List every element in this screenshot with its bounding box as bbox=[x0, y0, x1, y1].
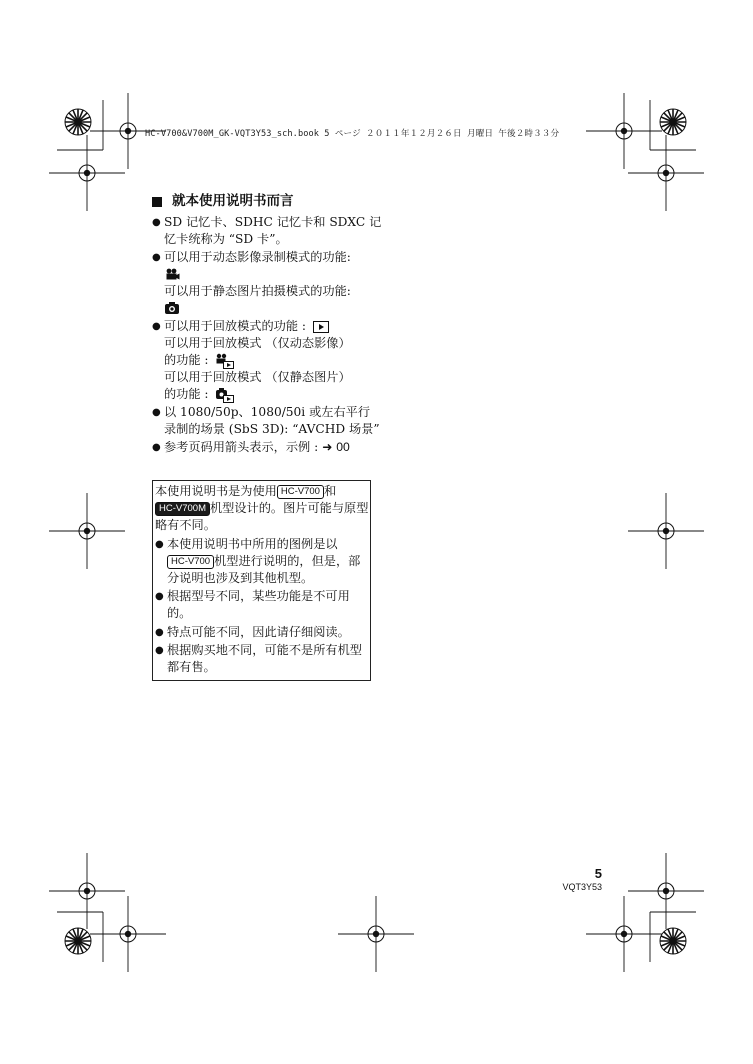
page-reference-text: 参考页码用箭头表示，示例 : bbox=[164, 440, 319, 454]
function-label: 的功能 : bbox=[164, 353, 209, 367]
still-picture-mode-text: 可以用于静态图片拍摄模式的功能: bbox=[164, 284, 351, 298]
note-intro: 本使用说明书是为使用 HC-V700 和 HC-V700M 机型设计的。图片可能与原型略有不同。 bbox=[155, 484, 369, 533]
page-number: 5 bbox=[594, 866, 602, 881]
page-reference-number: 00 bbox=[336, 440, 350, 454]
playback-still-only-text: 可以用于回放模式 （仅静态图片） bbox=[164, 370, 351, 384]
crosshair-mark bbox=[49, 135, 125, 211]
crosshair-mark bbox=[338, 896, 414, 972]
crosshair-mark bbox=[628, 493, 704, 569]
bullet-icon: ● bbox=[155, 538, 164, 550]
crosshair-mark bbox=[49, 853, 125, 929]
model-tag-v700: HC-V700 bbox=[167, 555, 214, 569]
note-item: ● 根据型号不同，某些功能是不可用的。 bbox=[155, 588, 369, 622]
crosshair-mark bbox=[586, 896, 662, 972]
bullet-icon: ● bbox=[152, 407, 161, 418]
square-bullet-icon bbox=[152, 197, 162, 207]
model-code: VQT3Y53 bbox=[562, 882, 602, 892]
print-info-header: HC-V700&V700M_GK-VQT3Y53_sch.book 5 ページ ２０１１年１２月２６日 月曜日 午後２時３３分 bbox=[145, 129, 560, 139]
bullet-icon: ● bbox=[152, 442, 161, 453]
list-item bbox=[152, 318, 382, 403]
motion-playback-icon bbox=[215, 353, 235, 369]
main-content bbox=[152, 193, 382, 456]
playback-mode-text: 可以用于回放模式的功能 : bbox=[164, 319, 307, 333]
note-item: ● 根据购买地不同，可能不是所有机型都有售。 bbox=[155, 642, 369, 676]
video-camera-icon bbox=[164, 267, 180, 281]
note-item: ● 本使用说明书中所用的图例是以HC-V700 机型进行说明的，但是，部分说明也涉及到其他机型。 bbox=[155, 536, 369, 588]
arrow-icon: ➜ bbox=[322, 440, 333, 454]
still-playback-icon bbox=[215, 387, 235, 403]
bullet-icon: ● bbox=[152, 217, 161, 228]
list-item-text: 以 1080/50p、1080/50i 或左右平行录制的场景 (SbS 3D): “AVCHD 场景” bbox=[164, 405, 380, 436]
sunburst-mark-bottom-right bbox=[660, 928, 686, 954]
model-tag-v700: HC-V700 bbox=[277, 485, 324, 499]
bullet-icon: ● bbox=[155, 644, 164, 656]
model-tag-v700m: HC-V700M bbox=[155, 502, 210, 516]
playback-icon bbox=[313, 321, 329, 333]
sunburst-mark-bottom-left bbox=[65, 928, 91, 954]
bullet-icon: ● bbox=[155, 626, 164, 638]
function-label: 的功能 : bbox=[164, 387, 209, 401]
bullet-icon: ● bbox=[155, 591, 164, 603]
model-note-box bbox=[152, 480, 371, 681]
list-item bbox=[152, 214, 382, 248]
list-item bbox=[152, 404, 382, 438]
sunburst-mark-top-left bbox=[65, 109, 91, 135]
bullet-icon: ● bbox=[152, 252, 161, 263]
section-title: 就本使用说明书而言 bbox=[172, 193, 294, 209]
crosshair-mark bbox=[628, 135, 704, 211]
note-item: ● 特点可能不同，因此请仔细阅读。 bbox=[155, 624, 369, 641]
crosshair-mark bbox=[628, 853, 704, 929]
crosshair-mark bbox=[90, 896, 166, 972]
section-heading bbox=[152, 193, 382, 210]
playback-motion-only-text: 可以用于回放模式 （仅动态影像） bbox=[164, 336, 351, 350]
list-item bbox=[152, 249, 382, 317]
still-camera-icon bbox=[164, 301, 180, 315]
list-item bbox=[152, 439, 382, 456]
sunburst-mark-top-right bbox=[660, 109, 686, 135]
crosshair-mark bbox=[49, 493, 125, 569]
list-item-text: SD 记忆卡、SDHC 记忆卡和 SDXC 记忆卡统称为 “SD 卡”。 bbox=[164, 215, 382, 246]
motion-picture-mode-text: 可以用于动态影像录制模式的功能: bbox=[164, 250, 351, 264]
bullet-icon: ● bbox=[152, 321, 161, 332]
